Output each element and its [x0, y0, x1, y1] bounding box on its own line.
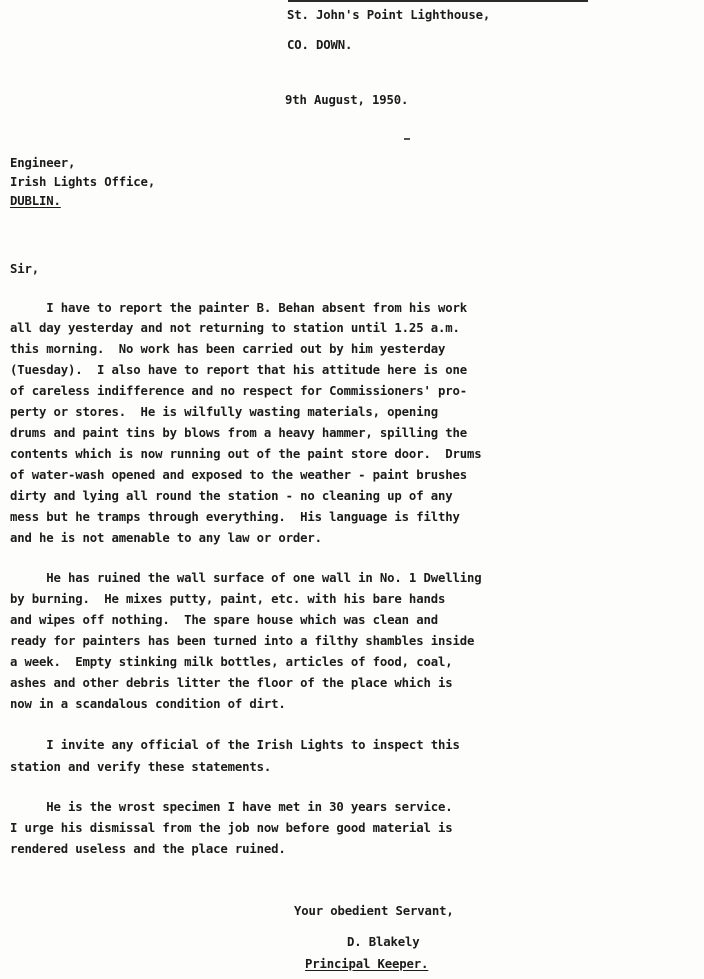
- top-edge-rule: [288, 0, 588, 2]
- p1-line-11: mess but he tramps through everything. His language is filthy: [10, 510, 460, 524]
- letter-date: 9th August, 1950.: [285, 93, 409, 107]
- address-line-2: CO. DOWN.: [287, 38, 353, 52]
- recipient-line-3: DUBLIN.: [10, 194, 61, 208]
- p2-line-5: a week. Empty stinking milk bottles, articles of food, coal,: [10, 655, 453, 669]
- p2-line-4: ready for painters has been turned into a filthy shambles inside: [10, 634, 475, 648]
- p3-line-2: station and verify these statements.: [10, 760, 272, 774]
- p2-line-2: by burning. He mixes putty, paint, etc. with his bare hands: [10, 592, 446, 606]
- p1-line-7: drums and paint tins by blows from a heavy hammer, spilling the: [10, 426, 467, 440]
- closing: Your obedient Servant,: [294, 904, 454, 918]
- p1-line-2: all day yesterday and not returning to station until 1.25 a.m.: [10, 321, 460, 335]
- p1-line-3: this morning. No work has been carried out by him yesterday: [10, 342, 446, 356]
- p1-line-5: of careless indifference and no respect for Commissioners' pro-: [10, 384, 467, 398]
- p2-line-1: He has ruined the wall surface of one wall in No. 1 Dwelling: [10, 571, 482, 585]
- p1-line-10: dirty and lying all round the station - no cleaning up of any: [10, 489, 453, 503]
- p1-line-9: of water-wash opened and exposed to the weather - paint brushes: [10, 468, 467, 482]
- salutation: Sir,: [10, 262, 40, 276]
- ink-mark: [404, 138, 410, 140]
- p2-line-7: now in a scandalous condition of dirt.: [10, 697, 286, 711]
- recipient-line-1: Engineer,: [10, 156, 76, 170]
- p4-line-2: I urge his dismissal from the job now before good material is: [10, 821, 453, 835]
- p4-line-3: rendered useless and the place ruined.: [10, 842, 286, 856]
- recipient-line-2: Irish Lights Office,: [10, 175, 156, 189]
- p1-line-6: perty or stores. He is wilfully wasting materials, opening: [10, 405, 438, 419]
- signature-title: Principal Keeper.: [305, 957, 429, 971]
- signature-name: D. Blakely: [347, 935, 420, 949]
- p1-line-12: and he is not amenable to any law or order.: [10, 531, 322, 545]
- p1-line-4: (Tuesday). I also have to report that his attitude here is one: [10, 363, 467, 377]
- address-line-1: St. John's Point Lighthouse,: [287, 8, 491, 22]
- p3-line-1: I invite any official of the Irish Lights to inspect this: [10, 738, 460, 752]
- p1-line-1: I have to report the painter B. Behan absent from his work: [10, 301, 467, 315]
- p4-line-1: He is the wrost specimen I have met in 30 years service.: [10, 800, 453, 814]
- p2-line-6: ashes and other debris litter the floor of the place which is: [10, 676, 453, 690]
- p2-line-3: and wipes off nothing. The spare house which was clean and: [10, 613, 438, 627]
- p1-line-8: contents which is now running out of the paint store door. Drums: [10, 447, 482, 461]
